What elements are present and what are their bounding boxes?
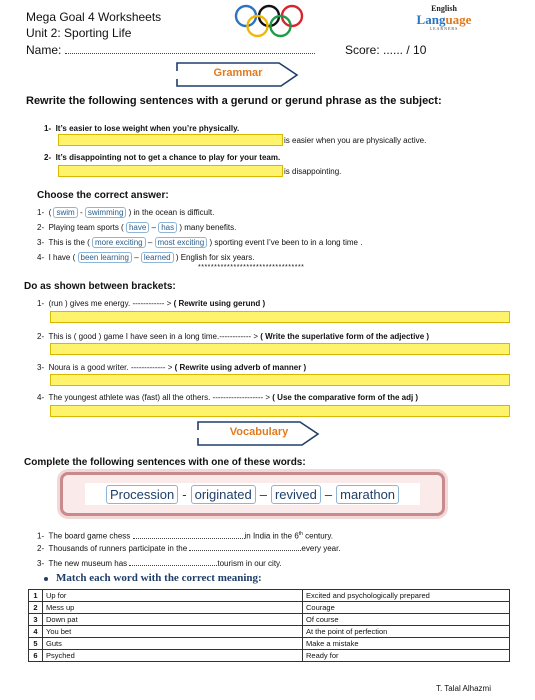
match-word-cell[interactable]: You bet	[43, 626, 303, 638]
blank-field[interactable]	[189, 550, 301, 551]
choice-option[interactable]: been learning	[78, 252, 132, 263]
word-procession: Procession	[106, 485, 178, 504]
unit-title: Unit 2: Sporting Life	[26, 26, 132, 40]
match-num-cell: 5	[29, 638, 43, 650]
vocabulary-banner: Vocabulary	[196, 418, 322, 448]
choice-item-4: 4- I have ( been learning – learned ) English for six years.	[37, 253, 255, 262]
match-num-cell: 2	[29, 602, 43, 614]
match-num-cell: 3	[29, 614, 43, 626]
choice-option[interactable]: swimming	[85, 207, 127, 218]
match-word-cell[interactable]: Up for	[43, 590, 303, 602]
match-word-cell[interactable]: Guts	[43, 638, 303, 650]
q1-1-answer-box[interactable]	[58, 134, 283, 146]
match-row	[29, 650, 510, 662]
word-revived: revived	[271, 485, 321, 504]
choice-option[interactable]: more exciting	[92, 237, 146, 248]
bracket-item-4: 4- The youngest athlete was (fast) all the others. ------------------- > ( Use the comparative form of the adj )	[37, 393, 419, 402]
bracket-answer-box-1[interactable]	[50, 311, 510, 323]
choice-item-2: 2- Playing team sports ( have – has ) many benefits.	[37, 223, 237, 232]
match-row	[29, 626, 510, 638]
choice-item-1: 1- ( swim - swimming ) in the ocean is difficult.	[37, 208, 215, 217]
match-num-cell: 6	[29, 650, 43, 662]
blank-field[interactable]	[133, 538, 245, 539]
choice-option[interactable]: have	[126, 222, 149, 233]
english-language-learners-logo: English Language LEARNERS	[416, 4, 472, 31]
olympic-rings-icon	[233, 3, 305, 39]
q1-2-text: 2- It’s disappointing not to get a chance to play for your team.	[44, 153, 281, 162]
match-meaning-cell[interactable]: Courage	[303, 602, 510, 614]
match-row	[29, 602, 510, 614]
match-meaning-cell[interactable]: At the point of perfection	[303, 626, 510, 638]
vocab-sentence-2: 2- Thousands of runners participate in the every year.	[37, 544, 341, 553]
score-label: Score: ...... / 10	[345, 43, 427, 57]
q1-2-completion: is disappointing.	[284, 167, 342, 176]
name-field[interactable]	[65, 53, 315, 54]
bracket-item-1: 1- (run ) gives me energy. ------------ > ( Rewrite using gerund )	[37, 299, 266, 308]
complete-title: Complete the following sentences with one of these words:	[24, 457, 306, 468]
choose-title: Choose the correct answer:	[37, 190, 169, 201]
name-label: Name:	[26, 43, 315, 57]
bracket-instruction: ( Write the superlative form of the adjective )	[260, 332, 430, 341]
match-row	[29, 614, 510, 626]
bracket-item-2: 2- This is ( good ) game I have seen in a long time.------------ > ( Write the superlative form of the adjective )	[37, 332, 430, 341]
bracket-instruction: ( Use the comparative form of the adj )	[272, 393, 419, 402]
match-meaning-cell[interactable]: Excited and psychologically prepared	[303, 590, 510, 602]
bullet-icon	[44, 577, 48, 581]
bracket-instruction: ( Rewrite using gerund )	[173, 299, 266, 308]
match-num-cell: 4	[29, 626, 43, 638]
match-meaning-cell[interactable]: Make a mistake	[303, 638, 510, 650]
match-title: Match each word with the correct meaning:	[56, 572, 262, 584]
bracket-answer-box-3[interactable]	[50, 374, 510, 386]
match-word-cell[interactable]: Mess up	[43, 602, 303, 614]
match-row	[29, 590, 510, 602]
bracket-item-3: 3- Noura is a good writer. ------------- > ( Rewrite using adverb of manner )	[37, 363, 307, 372]
q1-1-text: 1- It’s easier to lose weight when you’re physically.	[44, 124, 240, 133]
match-row	[29, 638, 510, 650]
word-marathon: marathon	[336, 485, 399, 504]
word-bank: Procession - originated – revived – marathon	[60, 472, 445, 516]
choice-option[interactable]: learned	[141, 252, 174, 263]
match-num-cell: 1	[29, 590, 43, 602]
bracket-answer-box-2[interactable]	[50, 343, 510, 355]
q1-2-answer-box[interactable]	[58, 165, 283, 177]
author-credit: T. Talal Alhazmi	[436, 684, 491, 693]
choice-option[interactable]: swim	[53, 207, 77, 218]
vocab-sentence-3: 3- The new museum has tourism in our city.	[37, 559, 282, 568]
match-word-cell[interactable]: Down pat	[43, 614, 303, 626]
star-divider: *********************************	[198, 264, 305, 271]
match-meaning-cell[interactable]: Ready for	[303, 650, 510, 662]
vocab-sentence-1: 1- The board game chess in India in the 6th century.	[37, 531, 334, 541]
word-originated: originated	[191, 485, 256, 504]
section-gerund-title: Rewrite the following sentences with a gerund or gerund phrase as the subject:	[26, 95, 442, 107]
match-table	[28, 589, 510, 662]
bracket-answer-box-4[interactable]	[50, 405, 510, 417]
grammar-banner: Grammar	[175, 59, 301, 89]
q1-1-completion: is easier when you are physically active.	[284, 136, 427, 145]
bracket-instruction: ( Rewrite using adverb of manner )	[174, 363, 307, 372]
choice-option[interactable]: has	[158, 222, 177, 233]
match-word-cell[interactable]: Psyched	[43, 650, 303, 662]
worksheet-title: Mega Goal 4 Worksheets	[26, 10, 162, 24]
choice-item-3: 3- This is the ( more exciting – most exciting ) sporting event I’ve been to in a long time .	[37, 238, 363, 247]
choice-option[interactable]: most exciting	[155, 237, 208, 248]
match-meaning-cell[interactable]: Of course	[303, 614, 510, 626]
blank-field[interactable]	[129, 565, 217, 566]
do-as-shown-title: Do as shown between brackets:	[24, 281, 176, 292]
